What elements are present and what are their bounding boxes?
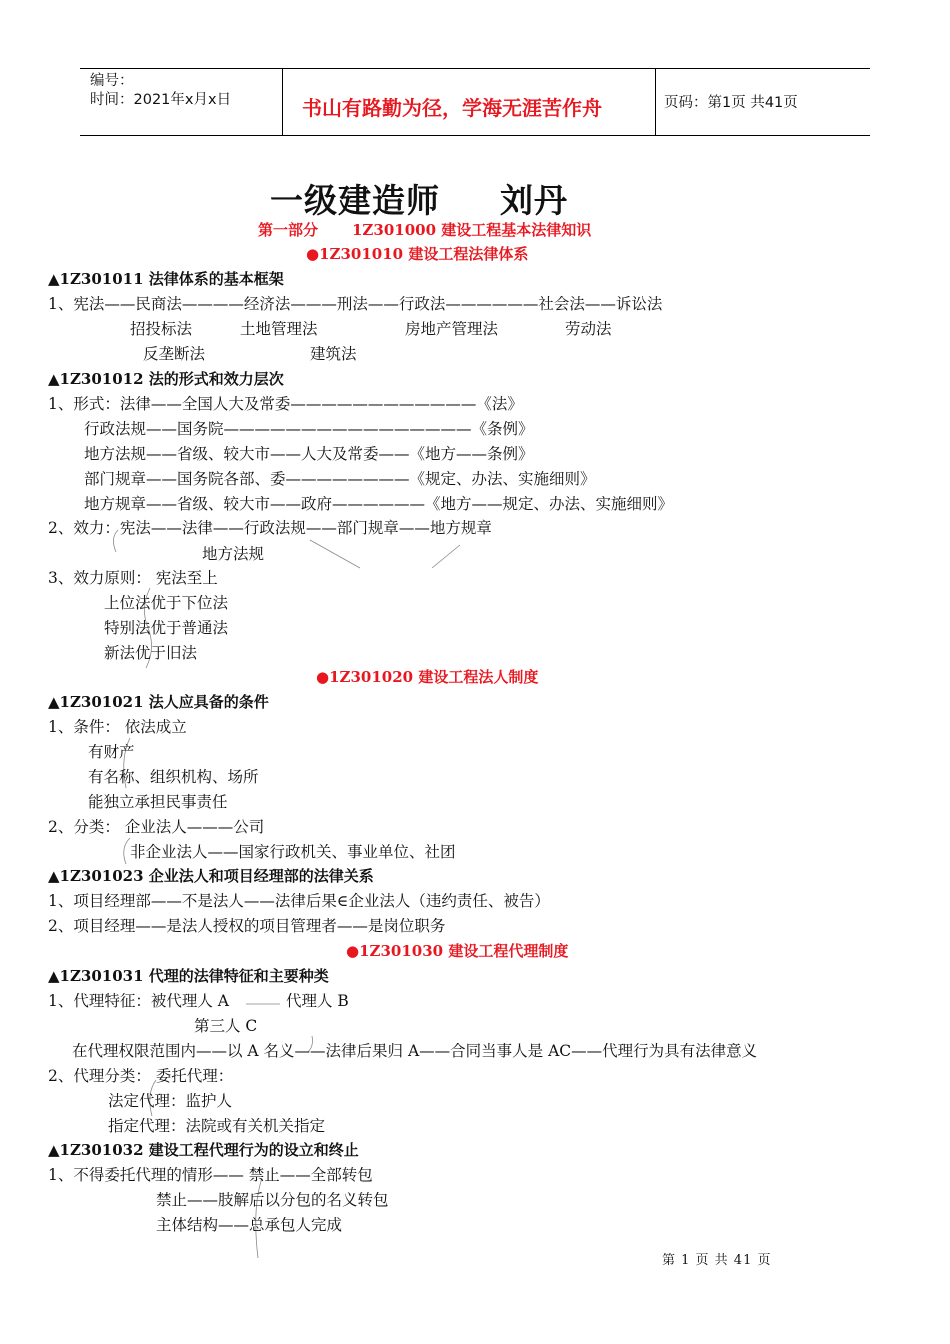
text-line: 劳动法 xyxy=(565,320,612,338)
text-line: 法定代理：监护人 xyxy=(108,1092,233,1110)
text-line: 在代理权限范围内——以 A 名义——法律后果归 A——合同当事人是 AC——代理行为具有法律意义 xyxy=(72,1042,758,1060)
header-motto: 书山有路勤为径，学海无涯苦作舟 xyxy=(302,96,602,120)
text-line: 地方法规 xyxy=(202,545,265,563)
part-label: 第一部分 xyxy=(258,221,319,239)
text-line: 2、代理分类： 委托代理： xyxy=(48,1067,234,1085)
text-line: 第三人 C xyxy=(194,1017,258,1035)
text-line: 新法优于旧法 xyxy=(104,644,198,662)
text-line: 招投标法 xyxy=(130,320,193,338)
text-line: 有名称、组织机构、场所 xyxy=(88,768,259,786)
subsection-heading: ▲1Z301021 法人应具备的条件 xyxy=(48,693,269,711)
text-line: 2、项目经理——是法人授权的项目管理者——是岗位职务 xyxy=(48,917,446,935)
text-line: 房地产管理法 xyxy=(405,320,499,338)
text-line: 1、宪法——民商法————经济法———刑法——行政法——————社会法——诉讼法 xyxy=(48,295,663,313)
subsection-heading: ▲1Z301012 法的形式和效力层次 xyxy=(48,370,284,388)
text-line: 反垄断法 xyxy=(143,345,206,363)
text-line: 行政法规——国务院————————————————《条例》 xyxy=(84,420,534,438)
text-line: 2、分类： 企业法人———公司 xyxy=(48,818,265,836)
text-line: 上位法优于下位法 xyxy=(104,594,229,612)
text-line: 禁止——肢解后以分包的名义转包 xyxy=(156,1191,389,1209)
section-heading: ●1Z301010 建设工程法律体系 xyxy=(306,245,529,263)
subsection-heading: ▲1Z301023 企业法人和项目经理部的法律关系 xyxy=(48,867,374,885)
text-line: 建筑法 xyxy=(310,345,357,363)
section-heading: ●1Z301030 建设工程代理制度 xyxy=(346,942,569,960)
text-line: 3、效力原则： 宪法至上 xyxy=(48,569,218,587)
text-line: 有财产 xyxy=(88,743,135,761)
text-line: 部门规章——国务院各部、委————————《规定、办法、实施细则》 xyxy=(84,470,596,488)
section-heading: ●1Z301020 建设工程法人制度 xyxy=(316,668,539,686)
header-page-label: 页码：第1页 共41页 xyxy=(664,95,798,111)
doc-title: 一级建造师 xyxy=(270,181,440,220)
text-line: 1、项目经理部——不是法人——法律后果∈企业法人（违约责任、被告） xyxy=(48,892,550,910)
text-line: 土地管理法 xyxy=(240,320,318,338)
part-title: 1Z301000 建设工程基本法律知识 xyxy=(352,221,592,239)
text-line: 1、代理特征：被代理人 A xyxy=(48,992,229,1010)
text-line: 主体结构——总承包人完成 xyxy=(156,1216,343,1234)
subsection-heading: ▲1Z301011 法律体系的基本框架 xyxy=(48,270,284,288)
doc-author: 刘丹 xyxy=(500,181,568,220)
header-time-label: 时间：2021年x月x日 xyxy=(90,92,232,108)
text-line: 地方规章——省级、较大市——政府——————《地方——规定、办法、实施细则》 xyxy=(84,495,674,513)
text-line: 1、不得委托代理的情形—— 禁止——全部转包 xyxy=(48,1166,373,1184)
subsection-heading: ▲1Z301031 代理的法律特征和主要种类 xyxy=(48,967,329,985)
text-line: 代理人 B xyxy=(286,992,349,1010)
text-line: 特别法优于普通法 xyxy=(104,619,229,637)
text-line: 2、效力：宪法——法律——行政法规——部门规章——地方规章 xyxy=(48,519,492,537)
text-line: 1、形式：法律——全国人大及常委————————————《法》 xyxy=(48,395,523,413)
page-footer: 第 1 页 共 41 页 xyxy=(662,1253,772,1268)
subsection-heading: ▲1Z301032 建设工程代理行为的设立和终止 xyxy=(48,1141,359,1159)
text-line: 指定代理：法院或有关机关指定 xyxy=(108,1117,326,1135)
text-line: 地方法规——省级、较大市——人大及常委——《地方——条例》 xyxy=(84,445,534,463)
text-line: 非企业法人——国家行政机关、事业单位、社团 xyxy=(130,843,456,861)
text-line: 1、条件： 依法成立 xyxy=(48,718,187,736)
text-line: 能独立承担民事责任 xyxy=(88,793,228,811)
header-number-label: 编号： xyxy=(90,73,134,89)
